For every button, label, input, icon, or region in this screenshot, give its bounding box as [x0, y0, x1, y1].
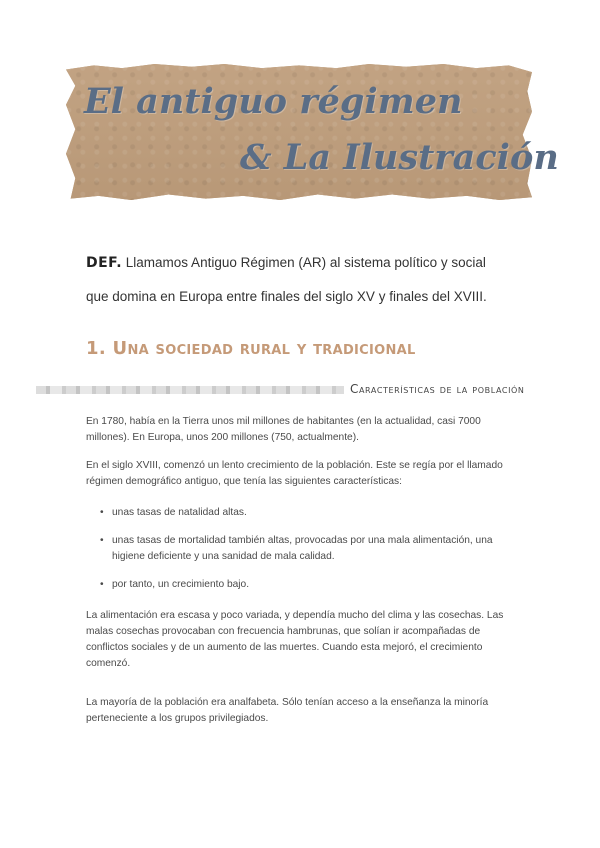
page-title-line-2: & La Ilustración — [240, 137, 559, 178]
bullet-icon: • — [100, 535, 104, 546]
paragraph-demographic-regime: En el siglo XVIII, comenzó un lento crecimiento de la población. Este se regía por el llamado régimen demográfico antiguo, que tenía las siguientes características: — [86, 460, 503, 487]
definition-text: Llamamos Antiguo Régimen (AR) al sistema político y social que domina en Europa entre finales del siglo XV y finales del XVIII. — [86, 254, 487, 304]
paragraph-food: La alimentación era escasa y poco variada, y dependía mucho del clima y las cosechas. Las malas cosechas provocaban con frecuencia hambrunas, que solían ir acompañadas de conflictos sociales y de un aumento de las muertes. Cuando esta mejoró, el crecimiento comenzó. — [86, 610, 504, 669]
list-item: • unas tasas de natalidad altas. — [98, 505, 508, 521]
page-title-line-1: El antiguo régimen — [84, 81, 463, 122]
bullet-icon: • — [100, 579, 104, 590]
bullet-icon: • — [100, 507, 104, 518]
section-heading: 1. Una sociedad rural y tradicional — [86, 338, 416, 359]
subheading-population: Características de la población — [350, 382, 525, 396]
decorative-tape-strip — [36, 386, 344, 394]
paragraph-population-1780: En 1780, había en la Tierra unos mil millones de habitantes (en la actualidad, casi 7000 millones). En Europa, unos 200 millones (750, actualmente). — [86, 416, 481, 443]
list-item: • unas tasas de mortalidad también altas, provocadas por una mala alimentación, una higiene deficiente y una sanidad de mala calidad. — [100, 535, 493, 562]
paragraph-literacy: La mayoría de la población era analfabeta. Sólo tenían acceso a la enseñanza la minoría perteneciente a los grupos privilegiados. — [86, 697, 489, 724]
definition-paragraph — [86, 246, 506, 313]
list-item: • por tanto, un crecimiento bajo. — [98, 577, 508, 593]
characteristics-list — [98, 505, 508, 605]
definition-label: DEF. — [86, 254, 123, 271]
